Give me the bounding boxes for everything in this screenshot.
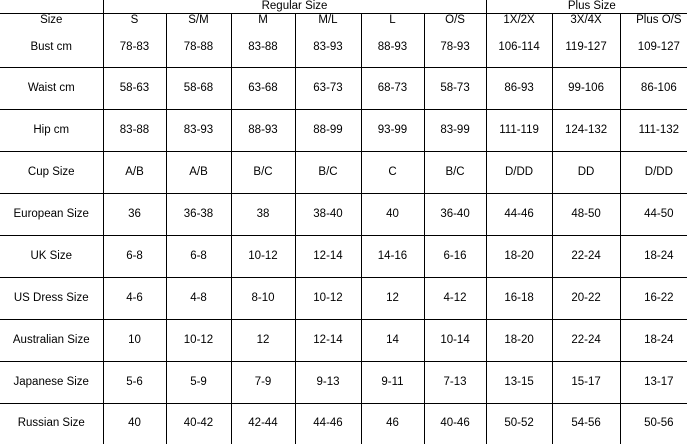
- row-label-hip-cm: Hip cm: [0, 110, 103, 152]
- cell: 83-99: [424, 110, 486, 152]
- cell: 83-88: [103, 110, 166, 152]
- group-header-spacer: [0, 0, 103, 14]
- column-header-row: [0, 14, 687, 28]
- cell: 99-106: [552, 68, 620, 110]
- cell: 83-93: [166, 110, 231, 152]
- row-label-australian-size: Australian Size: [0, 320, 103, 362]
- row-label-us-dress-size: US Dress Size: [0, 278, 103, 320]
- cell: 9-13: [295, 361, 361, 403]
- column-header-s: S: [103, 14, 166, 28]
- row-label-japanese-size: Japanese Size: [0, 361, 103, 403]
- cell: 40: [103, 403, 166, 444]
- column-header-3x4x: 3X/4X: [552, 14, 620, 28]
- row-label-waist-cm: Waist cm: [0, 68, 103, 110]
- cell: D/DD: [620, 152, 687, 194]
- row-label-uk-size: UK Size: [0, 236, 103, 278]
- cell: 18-20: [486, 320, 552, 362]
- cell: 111-119: [486, 110, 552, 152]
- cell: 12: [361, 278, 424, 320]
- column-header-sm: S/M: [166, 14, 231, 28]
- table-row: [0, 110, 687, 152]
- cell: 4-12: [424, 278, 486, 320]
- cell: 8-10: [231, 278, 295, 320]
- cell: 58-63: [103, 68, 166, 110]
- cell: 10: [103, 320, 166, 362]
- cell: 6-8: [166, 236, 231, 278]
- group-header-plus-size: Plus Size: [486, 0, 687, 14]
- table-row: [0, 403, 687, 444]
- cell: 10-12: [166, 320, 231, 362]
- cell: C: [361, 152, 424, 194]
- table-row: [0, 152, 687, 194]
- cell: 12-14: [295, 320, 361, 362]
- cell: 83-93: [295, 27, 361, 67]
- cell: 44-46: [295, 403, 361, 444]
- cell: 13-15: [486, 361, 552, 403]
- cell: 44-50: [620, 194, 687, 236]
- cell: 5-6: [103, 361, 166, 403]
- cell: 10-14: [424, 320, 486, 362]
- cell: 88-99: [295, 110, 361, 152]
- cell: 38: [231, 194, 295, 236]
- cell: 36: [103, 194, 166, 236]
- table-row: [0, 236, 687, 278]
- cell: 63-68: [231, 68, 295, 110]
- table-row: [0, 320, 687, 362]
- cell: 12: [231, 320, 295, 362]
- cell: 50-56: [620, 403, 687, 444]
- cell: 9-11: [361, 361, 424, 403]
- cell: 10-12: [295, 278, 361, 320]
- cell: A/B: [103, 152, 166, 194]
- group-header-regular-size: Regular Size: [103, 0, 486, 14]
- cell: 6-8: [103, 236, 166, 278]
- cell: 38-40: [295, 194, 361, 236]
- group-header-row: [0, 0, 687, 14]
- cell: 22-24: [552, 320, 620, 362]
- cell: 48-50: [552, 194, 620, 236]
- column-header-os: O/S: [424, 14, 486, 28]
- cell: 20-22: [552, 278, 620, 320]
- cell: 7-13: [424, 361, 486, 403]
- table-row: [0, 194, 687, 236]
- row-label-bust-cm: Bust cm: [0, 27, 103, 67]
- cell: D/DD: [486, 152, 552, 194]
- cell: 16-22: [620, 278, 687, 320]
- cell: 109-127: [620, 27, 687, 67]
- cell: 86-93: [486, 68, 552, 110]
- cell: 22-24: [552, 236, 620, 278]
- cell: 13-17: [620, 361, 687, 403]
- cell: 83-88: [231, 27, 295, 67]
- cell: A/B: [166, 152, 231, 194]
- cell: 50-52: [486, 403, 552, 444]
- table-row: [0, 27, 687, 67]
- column-header-1x2x: 1X/2X: [486, 14, 552, 28]
- cell: 16-18: [486, 278, 552, 320]
- table-row: [0, 361, 687, 403]
- cell: 86-106: [620, 68, 687, 110]
- cell: 18-20: [486, 236, 552, 278]
- column-header-plus-os: Plus O/S: [620, 14, 687, 28]
- cell: 14-16: [361, 236, 424, 278]
- row-label-russian-size: Russian Size: [0, 403, 103, 444]
- cell: 36-38: [166, 194, 231, 236]
- cell: 54-56: [552, 403, 620, 444]
- cell: 106-114: [486, 27, 552, 67]
- cell: 88-93: [361, 27, 424, 67]
- cell: 124-132: [552, 110, 620, 152]
- cell: 4-6: [103, 278, 166, 320]
- cell: 14: [361, 320, 424, 362]
- cell: B/C: [231, 152, 295, 194]
- cell: 63-73: [295, 68, 361, 110]
- row-label-european-size: European Size: [0, 194, 103, 236]
- cell: 36-40: [424, 194, 486, 236]
- cell: B/C: [295, 152, 361, 194]
- cell: 40-46: [424, 403, 486, 444]
- cell: 40: [361, 194, 424, 236]
- cell: 7-9: [231, 361, 295, 403]
- cell: 111-132: [620, 110, 687, 152]
- cell: 15-17: [552, 361, 620, 403]
- table-row: [0, 68, 687, 110]
- cell: 58-73: [424, 68, 486, 110]
- cell: 4-8: [166, 278, 231, 320]
- cell: 42-44: [231, 403, 295, 444]
- column-header-size: Size: [0, 14, 103, 28]
- cell: 46: [361, 403, 424, 444]
- row-label-cup-size: Cup Size: [0, 152, 103, 194]
- cell: 18-24: [620, 236, 687, 278]
- column-header-ml: M/L: [295, 14, 361, 28]
- cell: 40-42: [166, 403, 231, 444]
- cell: 78-93: [424, 27, 486, 67]
- cell: 78-88: [166, 27, 231, 67]
- cell: 10-12: [231, 236, 295, 278]
- cell: 44-46: [486, 194, 552, 236]
- cell: 6-16: [424, 236, 486, 278]
- cell: 78-83: [103, 27, 166, 67]
- cell: B/C: [424, 152, 486, 194]
- table-row: [0, 278, 687, 320]
- cell: 18-24: [620, 320, 687, 362]
- cell: 93-99: [361, 110, 424, 152]
- cell: 68-73: [361, 68, 424, 110]
- cell: 88-93: [231, 110, 295, 152]
- cell: DD: [552, 152, 620, 194]
- cell: 5-9: [166, 361, 231, 403]
- cell: 58-68: [166, 68, 231, 110]
- cell: 12-14: [295, 236, 361, 278]
- cell: 119-127: [552, 27, 620, 67]
- column-header-l: L: [361, 14, 424, 28]
- column-header-m: M: [231, 14, 295, 28]
